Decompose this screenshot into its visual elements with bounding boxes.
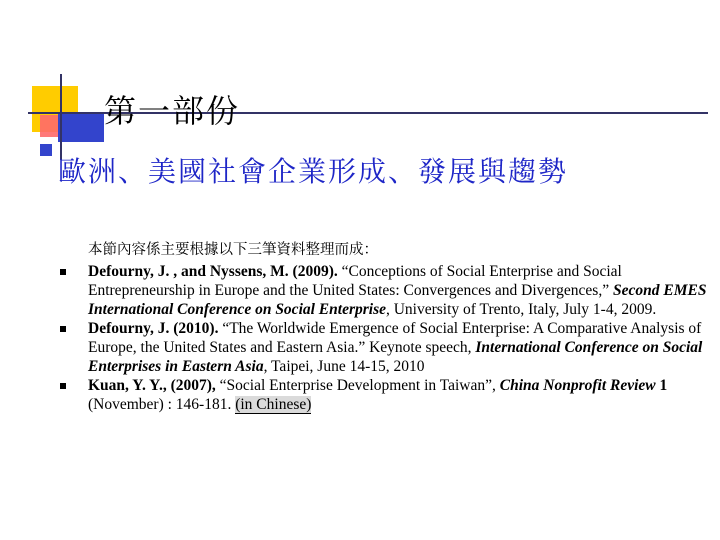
bullet-icon: [60, 269, 66, 275]
decor-blue-small-square: [40, 144, 52, 156]
reference-rest: , Taipei, June 14-15, 2010: [263, 358, 425, 375]
bullet-icon: [60, 383, 66, 389]
reference-quote: “Conceptions of Social Enterprise and Social Entrepreneurship in Europe and the United States: Convergences and Divergences,”: [88, 263, 622, 299]
reference-quote: “Social Enterprise Development in Taiwan”,: [215, 377, 500, 394]
decor-vertical-line: [60, 74, 62, 160]
reference-item: [56, 376, 716, 414]
reference-item: [56, 319, 716, 376]
intro-text: 本節內容係主要根據以下三筆資料整理而成：: [88, 242, 378, 258]
reference-rest: (November) : 146-181.: [88, 396, 236, 413]
reference-venue: China Nonprofit Review: [499, 377, 656, 394]
decor-red-square: [40, 115, 60, 137]
slide-subtitle: 歐洲、美國社會企業形成、發展與趨勢: [58, 155, 569, 188]
reference-item: [56, 262, 716, 319]
reference-quote: “The Worldwide Emergence of Social Enterprise: A Comparative Analysis of Europe, the United States and Eastern Asia.” Keynote speech,: [88, 320, 702, 356]
reference-authors: Defourny, J. (2010).: [88, 320, 219, 337]
reference-rest: , University of Trento, Italy, July 1-4, 2009.: [385, 301, 657, 318]
bullet-icon: [60, 326, 66, 332]
reference-venue: International Conference on Social Enterprises in Eastern Asia: [88, 339, 703, 375]
reference-authors: Kuan, Y. Y., (2007),: [88, 377, 216, 394]
reference-authors: Defourny, J. , and Nyssens, M. (2009).: [88, 263, 338, 280]
reference-volume: 1: [655, 377, 668, 394]
decor-blue-square: [58, 112, 104, 142]
reference-note: (in Chinese): [235, 396, 312, 413]
reference-venue: Second EMES International Conference on Social Enterprise: [88, 282, 707, 318]
slide-title: 第一部份: [104, 92, 241, 130]
reference-list: [56, 262, 716, 414]
